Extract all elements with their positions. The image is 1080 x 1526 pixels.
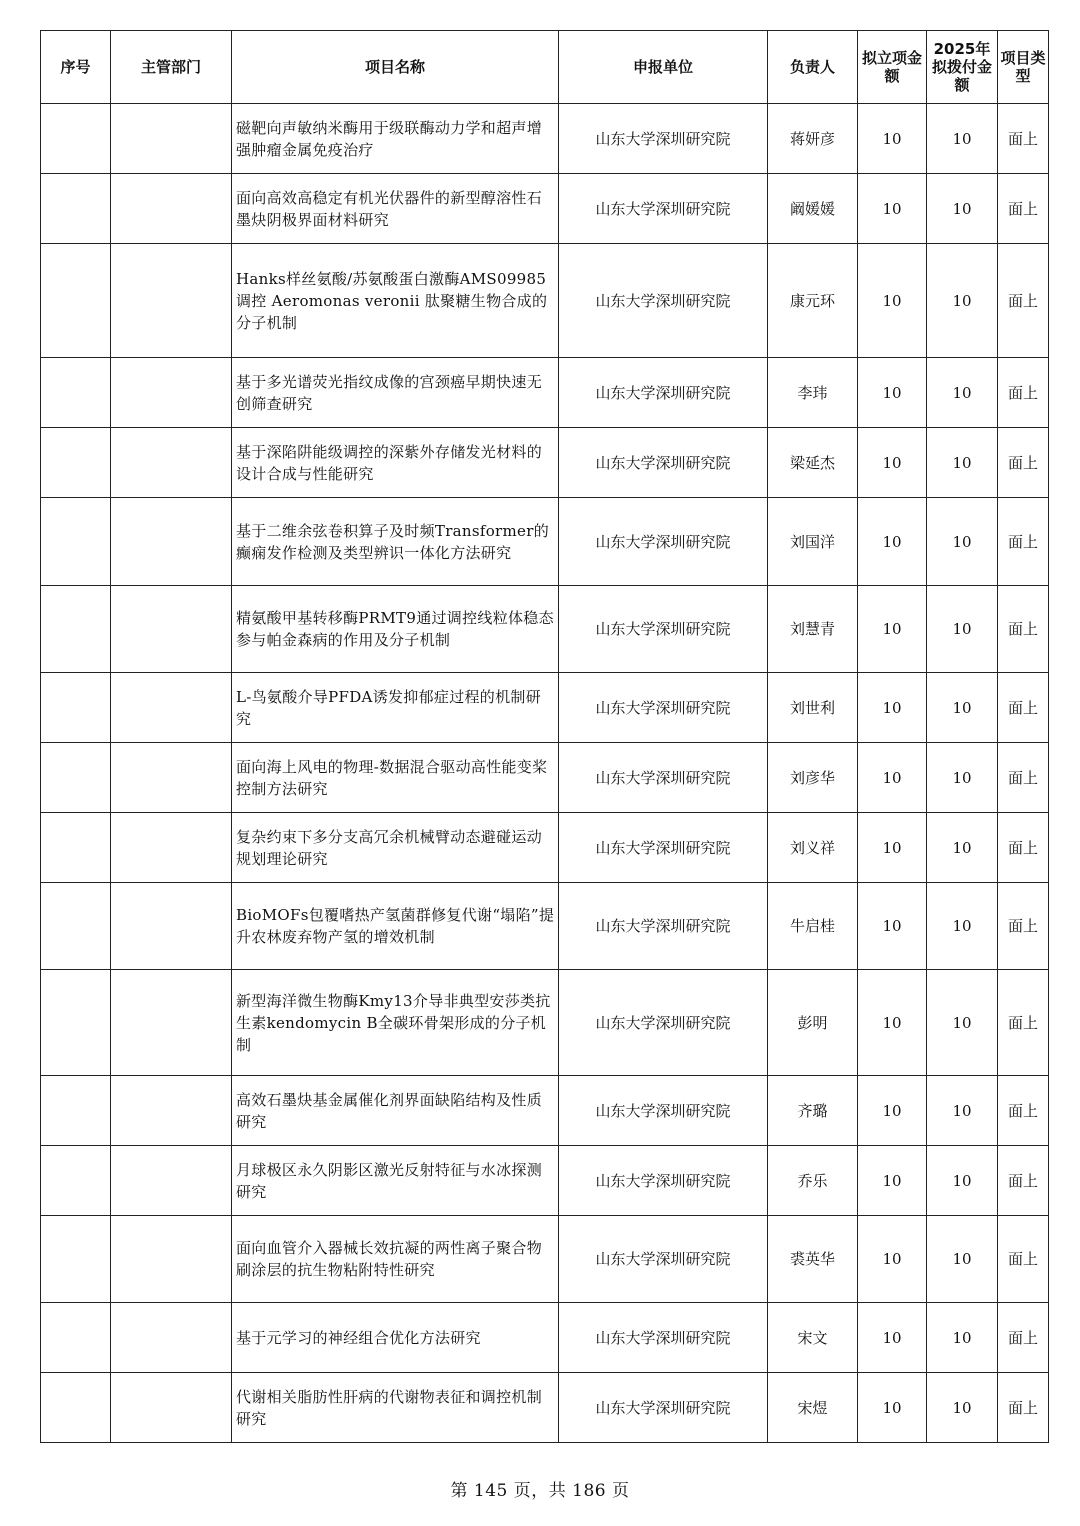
cell-leader: 刘义祥 bbox=[768, 813, 858, 883]
cell-amount: 10 bbox=[858, 358, 927, 428]
cell-dept bbox=[111, 498, 232, 586]
cell-dept bbox=[111, 586, 232, 673]
cell-leader: 康元环 bbox=[768, 244, 858, 358]
table-row bbox=[41, 1303, 1049, 1373]
cell-unit: 山东大学深圳研究院 bbox=[559, 586, 768, 673]
cell-project-name: L-鸟氨酸介导PFDA诱发抑郁症过程的机制研究 bbox=[232, 673, 559, 743]
cell-type: 面上 bbox=[998, 104, 1049, 174]
cell-project-name: 基于多光谱荧光指纹成像的宫颈癌早期快速无创筛查研究 bbox=[232, 358, 559, 428]
cell-seq bbox=[41, 244, 111, 358]
cell-project-name: 复杂约束下多分支高冗余机械臂动态避碰运动规划理论研究 bbox=[232, 813, 559, 883]
cell-leader: 刘慧青 bbox=[768, 586, 858, 673]
cell-leader: 李玮 bbox=[768, 358, 858, 428]
cell-type: 面上 bbox=[998, 428, 1049, 498]
cell-allocation: 10 bbox=[927, 743, 998, 813]
cell-leader: 裘英华 bbox=[768, 1216, 858, 1303]
cell-amount: 10 bbox=[858, 586, 927, 673]
table-row bbox=[41, 1216, 1049, 1303]
cell-allocation: 10 bbox=[927, 498, 998, 586]
cell-seq bbox=[41, 1373, 111, 1443]
cell-type: 面上 bbox=[998, 1216, 1049, 1303]
cell-type: 面上 bbox=[998, 586, 1049, 673]
cell-seq bbox=[41, 970, 111, 1076]
cell-seq bbox=[41, 358, 111, 428]
cell-dept bbox=[111, 1373, 232, 1443]
cell-project-name: 基于元学习的神经组合优化方法研究 bbox=[232, 1303, 559, 1373]
cell-dept bbox=[111, 1303, 232, 1373]
cell-amount: 10 bbox=[858, 1216, 927, 1303]
cell-project-name: 基于二维余弦卷积算子及时频Transformer的癫痫发作检测及类型辨识一体化方法研究 bbox=[232, 498, 559, 586]
cell-unit: 山东大学深圳研究院 bbox=[559, 1076, 768, 1146]
cell-leader: 蒋妍彦 bbox=[768, 104, 858, 174]
cell-unit: 山东大学深圳研究院 bbox=[559, 673, 768, 743]
cell-project-name: 代谢相关脂肪性肝病的代谢物表征和调控机制研究 bbox=[232, 1373, 559, 1443]
cell-unit: 山东大学深圳研究院 bbox=[559, 174, 768, 244]
cell-allocation: 10 bbox=[927, 104, 998, 174]
cell-unit: 山东大学深圳研究院 bbox=[559, 104, 768, 174]
project-table bbox=[40, 30, 1049, 1443]
cell-seq bbox=[41, 428, 111, 498]
cell-seq bbox=[41, 813, 111, 883]
cell-amount: 10 bbox=[858, 1303, 927, 1373]
cell-seq bbox=[41, 743, 111, 813]
cell-project-name: BioMOFs包覆嗜热产氢菌群修复代谢“塌陷”提升农林废弃物产氢的增效机制 bbox=[232, 883, 559, 970]
table-row bbox=[41, 673, 1049, 743]
cell-seq bbox=[41, 104, 111, 174]
cell-allocation: 10 bbox=[927, 358, 998, 428]
cell-type: 面上 bbox=[998, 743, 1049, 813]
cell-type: 面上 bbox=[998, 883, 1049, 970]
cell-dept bbox=[111, 883, 232, 970]
cell-unit: 山东大学深圳研究院 bbox=[559, 813, 768, 883]
header-leader: 负责人 bbox=[768, 31, 858, 104]
cell-type: 面上 bbox=[998, 358, 1049, 428]
table-row bbox=[41, 743, 1049, 813]
table-row bbox=[41, 813, 1049, 883]
cell-amount: 10 bbox=[858, 743, 927, 813]
cell-dept bbox=[111, 813, 232, 883]
cell-project-name: 面向海上风电的物理-数据混合驱动高性能变桨控制方法研究 bbox=[232, 743, 559, 813]
cell-dept bbox=[111, 1076, 232, 1146]
cell-unit: 山东大学深圳研究院 bbox=[559, 1146, 768, 1216]
cell-allocation: 10 bbox=[927, 1303, 998, 1373]
cell-dept bbox=[111, 428, 232, 498]
cell-type: 面上 bbox=[998, 174, 1049, 244]
table-body bbox=[41, 104, 1049, 1443]
cell-unit: 山东大学深圳研究院 bbox=[559, 1216, 768, 1303]
cell-seq bbox=[41, 1076, 111, 1146]
cell-allocation: 10 bbox=[927, 174, 998, 244]
cell-dept bbox=[111, 743, 232, 813]
header-type: 项目类型 bbox=[998, 31, 1049, 104]
cell-dept bbox=[111, 244, 232, 358]
table-row bbox=[41, 586, 1049, 673]
cell-seq bbox=[41, 673, 111, 743]
cell-allocation: 10 bbox=[927, 1216, 998, 1303]
cell-project-name: 面向高效高稳定有机光伏器件的新型醇溶性石墨炔阴极界面材料研究 bbox=[232, 174, 559, 244]
cell-amount: 10 bbox=[858, 428, 927, 498]
cell-allocation: 10 bbox=[927, 883, 998, 970]
header-project-name: 项目名称 bbox=[232, 31, 559, 104]
cell-unit: 山东大学深圳研究院 bbox=[559, 244, 768, 358]
cell-dept bbox=[111, 358, 232, 428]
cell-project-name: 月球极区永久阴影区激光反射特征与水冰探测研究 bbox=[232, 1146, 559, 1216]
cell-allocation: 10 bbox=[927, 813, 998, 883]
cell-dept bbox=[111, 104, 232, 174]
cell-dept bbox=[111, 1216, 232, 1303]
header-dept: 主管部门 bbox=[111, 31, 232, 104]
table-row bbox=[41, 104, 1049, 174]
cell-dept bbox=[111, 673, 232, 743]
cell-seq bbox=[41, 174, 111, 244]
cell-dept bbox=[111, 174, 232, 244]
cell-leader: 宋煜 bbox=[768, 1373, 858, 1443]
cell-type: 面上 bbox=[998, 1076, 1049, 1146]
table-header bbox=[41, 31, 1049, 104]
cell-type: 面上 bbox=[998, 1303, 1049, 1373]
cell-leader: 乔乐 bbox=[768, 1146, 858, 1216]
cell-unit: 山东大学深圳研究院 bbox=[559, 970, 768, 1076]
cell-unit: 山东大学深圳研究院 bbox=[559, 883, 768, 970]
cell-unit: 山东大学深圳研究院 bbox=[559, 428, 768, 498]
cell-project-name: 高效石墨炔基金属催化剂界面缺陷结构及性质研究 bbox=[232, 1076, 559, 1146]
cell-type: 面上 bbox=[998, 1146, 1049, 1216]
cell-unit: 山东大学深圳研究院 bbox=[559, 1373, 768, 1443]
page-footer: 第 145 页，共 186 页 bbox=[450, 1481, 630, 1501]
cell-amount: 10 bbox=[858, 498, 927, 586]
cell-amount: 10 bbox=[858, 244, 927, 358]
table-row bbox=[41, 883, 1049, 970]
cell-project-name: 面向血管介入器械长效抗凝的两性离子聚合物刷涂层的抗生物粘附特性研究 bbox=[232, 1216, 559, 1303]
cell-seq bbox=[41, 586, 111, 673]
cell-project-name: 磁靶向声敏纳米酶用于级联酶动力学和超声增强肿瘤金属免疫治疗 bbox=[232, 104, 559, 174]
cell-allocation: 10 bbox=[927, 673, 998, 743]
cell-type: 面上 bbox=[998, 970, 1049, 1076]
cell-leader: 梁延杰 bbox=[768, 428, 858, 498]
cell-amount: 10 bbox=[858, 813, 927, 883]
table-row bbox=[41, 1373, 1049, 1443]
table-row bbox=[41, 1146, 1049, 1216]
cell-allocation: 10 bbox=[927, 1373, 998, 1443]
cell-seq bbox=[41, 1146, 111, 1216]
cell-amount: 10 bbox=[858, 104, 927, 174]
header-unit: 申报单位 bbox=[559, 31, 768, 104]
cell-amount: 10 bbox=[858, 970, 927, 1076]
cell-allocation: 10 bbox=[927, 1076, 998, 1146]
cell-leader: 刘世利 bbox=[768, 673, 858, 743]
cell-type: 面上 bbox=[998, 498, 1049, 586]
cell-project-name: 新型海洋微生物酶Kmy13介导非典型安莎类抗生素kendomycin B全碳环骨架形成的分子机制 bbox=[232, 970, 559, 1076]
cell-type: 面上 bbox=[998, 673, 1049, 743]
cell-amount: 10 bbox=[858, 174, 927, 244]
cell-amount: 10 bbox=[858, 673, 927, 743]
cell-project-name: 精氨酸甲基转移酶PRMT9通过调控线粒体稳态参与帕金森病的作用及分子机制 bbox=[232, 586, 559, 673]
cell-amount: 10 bbox=[858, 1146, 927, 1216]
cell-seq bbox=[41, 883, 111, 970]
cell-type: 面上 bbox=[998, 244, 1049, 358]
cell-unit: 山东大学深圳研究院 bbox=[559, 743, 768, 813]
cell-allocation: 10 bbox=[927, 586, 998, 673]
cell-leader: 刘彦华 bbox=[768, 743, 858, 813]
cell-leader: 宋文 bbox=[768, 1303, 858, 1373]
table-row bbox=[41, 358, 1049, 428]
table-row bbox=[41, 970, 1049, 1076]
project-table-container bbox=[40, 30, 1048, 1443]
cell-dept bbox=[111, 1146, 232, 1216]
cell-amount: 10 bbox=[858, 1076, 927, 1146]
cell-type: 面上 bbox=[998, 1373, 1049, 1443]
cell-unit: 山东大学深圳研究院 bbox=[559, 358, 768, 428]
cell-unit: 山东大学深圳研究院 bbox=[559, 1303, 768, 1373]
table-row bbox=[41, 428, 1049, 498]
cell-leader: 阚媛媛 bbox=[768, 174, 858, 244]
header-row bbox=[41, 31, 1049, 104]
cell-allocation: 10 bbox=[927, 1146, 998, 1216]
cell-allocation: 10 bbox=[927, 970, 998, 1076]
cell-allocation: 10 bbox=[927, 244, 998, 358]
table-row bbox=[41, 174, 1049, 244]
cell-allocation: 10 bbox=[927, 428, 998, 498]
cell-seq bbox=[41, 498, 111, 586]
cell-dept bbox=[111, 970, 232, 1076]
header-seq: 序号 bbox=[41, 31, 111, 104]
cell-seq bbox=[41, 1216, 111, 1303]
cell-amount: 10 bbox=[858, 883, 927, 970]
cell-project-name: 基于深陷阱能级调控的深紫外存储发光材料的设计合成与性能研究 bbox=[232, 428, 559, 498]
cell-leader: 彭明 bbox=[768, 970, 858, 1076]
header-amount: 拟立项金额 bbox=[858, 31, 927, 104]
cell-type: 面上 bbox=[998, 813, 1049, 883]
table-row bbox=[41, 244, 1049, 358]
cell-leader: 牛启桂 bbox=[768, 883, 858, 970]
cell-leader: 齐璐 bbox=[768, 1076, 858, 1146]
table-row bbox=[41, 498, 1049, 586]
cell-leader: 刘国洋 bbox=[768, 498, 858, 586]
cell-project-name: Hanks样丝氨酸/苏氨酸蛋白激酶AMS09985调控 Aeromonas veronii 肽聚糖生物合成的分子机制 bbox=[232, 244, 559, 358]
cell-seq bbox=[41, 1303, 111, 1373]
header-allocation: 2025年拟拨付金额 bbox=[927, 31, 998, 104]
table-row bbox=[41, 1076, 1049, 1146]
cell-amount: 10 bbox=[858, 1373, 927, 1443]
cell-unit: 山东大学深圳研究院 bbox=[559, 498, 768, 586]
